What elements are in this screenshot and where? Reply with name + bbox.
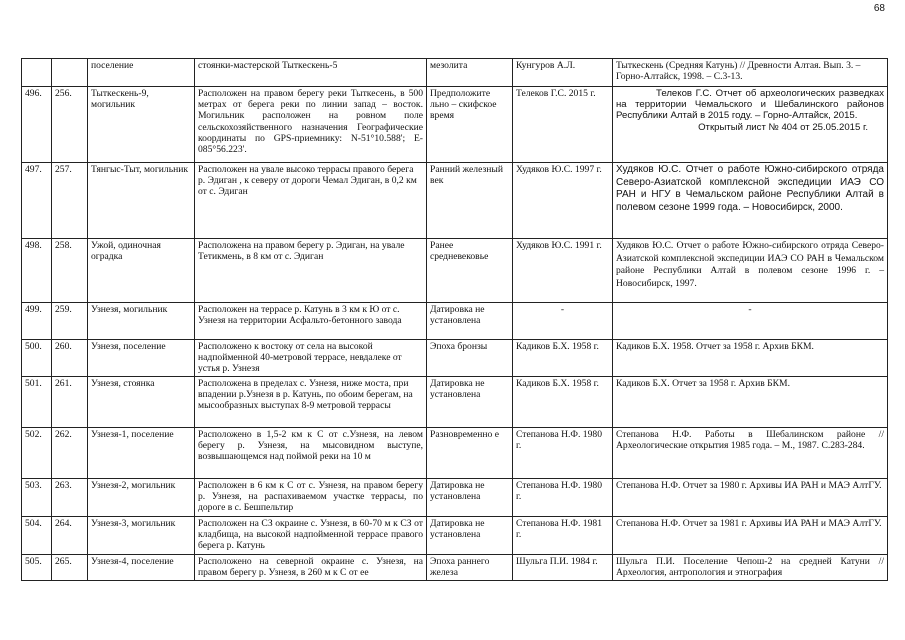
permit-text: Открытый лист № 404 от 25.05.2015 г. xyxy=(698,121,868,133)
row-number: 500. xyxy=(22,340,52,377)
site-location: Расположено в 1,5-2 км к С от с.Узнезя, на левом берегу р. Узнезя, на мысовидном выступе, возвышающемся над поймой реки на 10 м xyxy=(195,428,427,479)
site-name: Узнезя-3, могильник xyxy=(88,517,195,555)
site-period: Датировка не установлена xyxy=(427,303,513,340)
site-period: Эпоха раннего железа xyxy=(427,555,513,581)
site-source: Тыткескень (Средняя Катунь) // Древности Алтая. Вып. 3. – Горно-Алтайск, 1998. – С.3-13. xyxy=(613,59,888,87)
site-location: Расположен на террасе р. Катунь в 3 км к Ю от с. Узнезя на территории Асфальто-бетонного завода xyxy=(195,303,427,340)
sites-register-table xyxy=(21,58,888,581)
row-number: 496. xyxy=(22,87,52,163)
site-location: Расположен в 6 км к С от с. Узнезя, на правом берегу р. Узнезя, на распахиваемом участке террасы, по дороге в с. Бешпельтир xyxy=(195,479,427,517)
site-author: - xyxy=(513,303,613,340)
site-author: Степанова Н.Ф. 1981 г. xyxy=(513,517,613,555)
table-row xyxy=(22,340,888,377)
site-name: Тыткескень-9, могильник xyxy=(88,87,195,163)
site-source xyxy=(613,87,888,163)
row-number: 503. xyxy=(22,479,52,517)
source-text: Телеков Г.С. Отчет об археологических разведках на территории Чемальского и Шебалинского районов Республики Алтай в 2015 году. – Горно-Алтайск, 2015. xyxy=(616,88,884,122)
section-number: 259. xyxy=(52,303,88,340)
site-period: Датировка не установлена xyxy=(427,517,513,555)
table-row xyxy=(22,303,888,340)
row-number: 499. xyxy=(22,303,52,340)
site-location: Расположена на правом берегу р. Эдиган, на увале Тетикмень, в 8 км от с. Эдиган xyxy=(195,239,427,303)
site-name: Узнезя-4, поселение xyxy=(88,555,195,581)
site-period: Датировка не установлена xyxy=(427,479,513,517)
site-name: Ужой, одиночная оградка xyxy=(88,239,195,303)
section-number: 264. xyxy=(52,517,88,555)
row-number: 504. xyxy=(22,517,52,555)
site-author: Худяков Ю.С. 1991 г. xyxy=(513,239,613,303)
site-name: Узнезя-2, могильник xyxy=(88,479,195,517)
section-number: 263. xyxy=(52,479,88,517)
site-author: Худяков Ю.С. 1997 г. xyxy=(513,163,613,239)
site-source: Степанова Н.Ф. Отчет за 1980 г. Архивы ИА РАН и МАЭ АлтГУ. xyxy=(613,479,888,517)
section-number: 261. xyxy=(52,377,88,428)
site-location: Расположен на увале высоко террасы правого берега р. Эдиган , к северу от дороги Чемал Эдиган, в 0,2 км от с. Эдиган xyxy=(195,163,427,239)
site-location: Расположено к востоку от села на высокой надпойменной 40-метровой террасе, невдалеке от устья р. Узнезя xyxy=(195,340,427,377)
site-location: Расположена в пределах с. Узнезя, ниже моста, при впадении р.Узнезя в р. Катунь, по обоим берегам, на мысообразных выступах 8-9 метровой террасы xyxy=(195,377,427,428)
site-period: Датировка не установлена xyxy=(427,377,513,428)
site-period: Эпоха бронзы xyxy=(427,340,513,377)
section-number: 256. xyxy=(52,87,88,163)
site-location: Расположен на правом берегу реки Тыткесень, в 500 метрах от берега реки по линии запад – восток. Могильник расположен на ровном поле сельскохозяйственного назначения Географические координаты по GPS-приемнику: N-51°10.588'; E-085°56.223'. xyxy=(195,87,427,163)
site-author: Кадиков Б.Х. 1958 г. xyxy=(513,340,613,377)
site-author: Степанова Н.Ф. 1980 г. xyxy=(513,479,613,517)
site-source: Худяков Ю.С. Отчет о работе Южно-сибирского отряда Северо-Азиатской комплексной экспедиции ИАЭ СО РАН и НГУ в Чемальском районе Республики Алтай в полевом сезоне 1999 года. – Новосибирск, 2000. xyxy=(613,163,888,239)
section-number: 258. xyxy=(52,239,88,303)
site-source: Степанова Н.Ф. Работы в Шебалинском районе //Археологические открытия 1985 года. – М., 1987. С.283-284. xyxy=(613,428,888,479)
site-name: Тянгыс-Тыт, могильник xyxy=(88,163,195,239)
table-row xyxy=(22,59,888,87)
table-row xyxy=(22,428,888,479)
site-source: Кадиков Б.Х. 1958. Отчет за 1958 г. Архив БКМ. xyxy=(613,340,888,377)
site-author: Шульга П.И. 1984 г. xyxy=(513,555,613,581)
table-row xyxy=(22,239,888,303)
section-number xyxy=(52,59,88,87)
site-period: Разновременно е xyxy=(427,428,513,479)
site-period: Ранний железный век xyxy=(427,163,513,239)
site-source: Худяков Ю.С. Отчет о работе Южно-сибирского отряда Северо-Азиатской комплексной экспедиции ИАЭ СО РАН в Чемальском районе Республики Алтай в полевом сезоне 1996 г. – Новосибирск, 1997. xyxy=(613,239,888,303)
table-row xyxy=(22,555,888,581)
site-source: Кадиков Б.Х. Отчет за 1958 г. Архив БКМ. xyxy=(613,377,888,428)
site-location: стоянки-мастерской Тыткескень-5 xyxy=(195,59,427,87)
table-row xyxy=(22,517,888,555)
row-number: 502. xyxy=(22,428,52,479)
table-row xyxy=(22,87,888,163)
row-number: 498. xyxy=(22,239,52,303)
site-author: Степанова Н.Ф. 1980 г. xyxy=(513,428,613,479)
row-number: 497. xyxy=(22,163,52,239)
row-number: 505. xyxy=(22,555,52,581)
site-period: мезолита xyxy=(427,59,513,87)
site-name: Узнезя, поселение xyxy=(88,340,195,377)
site-location: Расположен на СЗ окраине с. Узнезя, в 60-70 м к СЗ от кладбища, на высокой надпойменной террасе правого берега р. Катунь xyxy=(195,517,427,555)
site-author: Кадиков Б.Х. 1958 г. xyxy=(513,377,613,428)
table-row xyxy=(22,377,888,428)
site-name: Узнезя, стоянка xyxy=(88,377,195,428)
site-source: - xyxy=(613,303,888,340)
page-number: 68 xyxy=(873,3,885,14)
site-author: Телеков Г.С. 2015 г. xyxy=(513,87,613,163)
site-name: Узнезя, могильник xyxy=(88,303,195,340)
site-author: Кунгуров А.Л. xyxy=(513,59,613,87)
site-name: Узнезя-1, поселение xyxy=(88,428,195,479)
row-number: 501. xyxy=(22,377,52,428)
table-row xyxy=(22,479,888,517)
row-number xyxy=(22,59,52,87)
section-number: 257. xyxy=(52,163,88,239)
site-name: поселение xyxy=(88,59,195,87)
table-row xyxy=(22,163,888,239)
section-number: 260. xyxy=(52,340,88,377)
site-period: Ранее средневековье xyxy=(427,239,513,303)
site-source: Шульга П.И. Поселение Чепош-2 на средней Катуни // Археология, антропология и этнография xyxy=(613,555,888,581)
section-number: 265. xyxy=(52,555,88,581)
site-location: Расположено на северной окраине с. Узнезя, на правом берегу р. Узнезя, в 260 м к С от ее xyxy=(195,555,427,581)
site-source: Степанова Н.Ф. Отчет за 1981 г. Архивы ИА РАН и МАЭ АлтГУ. xyxy=(613,517,888,555)
site-period: Предположите льно – скифское время xyxy=(427,87,513,163)
section-number: 262. xyxy=(52,428,88,479)
